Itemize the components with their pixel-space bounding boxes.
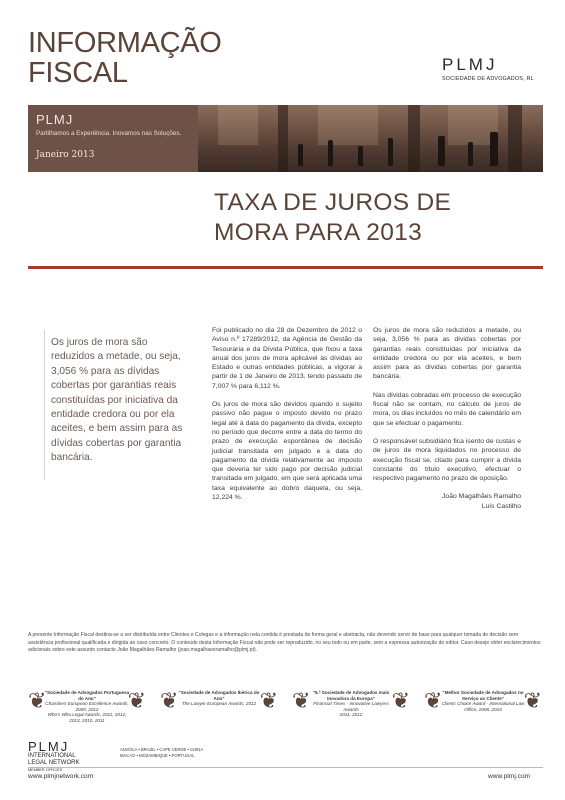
- award-extra: Office, 2008, 2010: [464, 706, 502, 712]
- pull-quote: Os juros de mora são reduzidos a metade, ou seja, 3,056 % para as dívidas cobertas por garantias reais constituídas por iniciativa da entidade credora ou por ela aceites, e bem assim para as dívidas cobertas por garantia bancária.: [51, 337, 183, 464]
- band-tagline: Partilhamos a Experiência. Inovamos nas Soluções.: [36, 130, 182, 137]
- office-photo: [198, 105, 543, 172]
- publication-title: [28, 28, 222, 88]
- laurel-right-icon: ❦: [127, 689, 146, 714]
- network-members: MEMBER OFFICES: [28, 768, 63, 772]
- laurel-left-icon: ❦: [424, 689, 443, 714]
- paragraph: Nas dívidas cobradas em processo de execução fiscal não se contam, no cálculo de juros de mora, os dias incluídos no mês de calendário em que se efectuar o pagamento.: [373, 391, 521, 427]
- logo-subtitle: SOCIEDADE DE ADVOGADOS, RL: [442, 76, 534, 82]
- laurel-right-icon: ❦: [391, 689, 410, 714]
- award-source: Clients Choice Award - International Law: [441, 701, 525, 707]
- network-website-link[interactable]: www.plmjnetwork.com: [28, 773, 94, 780]
- award-badge: [424, 686, 542, 726]
- laurel-right-icon: ❦: [259, 689, 278, 714]
- publication-title-line2: FISCAL: [28, 57, 128, 89]
- laurel-left-icon: ❦: [28, 689, 47, 714]
- award-title: "6.ª Sociedade de Advogados mais Inovadora da Europa": [312, 690, 390, 701]
- band-brand: PLMJ: [36, 112, 74, 127]
- award-extra: Who's Who Legal Awards, 2011, 2012, 2013, 2010, 2011: [47, 712, 127, 723]
- paragraph: Os juros de mora são reduzidos a metade, ou seja, 3,056 % para as dívidas cobertas por garantias reais constituídas por iniciativa da entidade credora ou por ela aceites, e bem assim para as dívidas cobertas por garantia bancária.: [373, 327, 521, 381]
- issue-date: Janeiro 2013: [36, 150, 95, 160]
- award-extra: 2011, 2012: [339, 712, 363, 718]
- network-name: PLMJ: [28, 739, 70, 754]
- network-countries: [120, 747, 250, 759]
- laurel-left-icon: ❦: [160, 689, 179, 714]
- article-title-line2: MORA PARA 2013: [214, 219, 423, 246]
- awards-row: [28, 686, 543, 732]
- award-title: "Sociedade de Advogados Ibérica do Ano": [178, 690, 260, 701]
- laurel-right-icon: ❦: [523, 689, 542, 714]
- paragraph: Os juros de mora são devidos quando o sujeito passivo não pague o imposto devido no prazo legal até à data do pagamento da dívida, excepto no período que decorre entre a data do termo do prazo de execução espontânea de decisão judicial transitada em julgado e a data do pagamento da dívida relativamente ao imposto que deveria ter sido pago por decisão judicial transitada em julgado, em que será aplicada uma taxa equivalente ao dobro daquela, ou seja, 12,224 %.: [212, 401, 362, 502]
- award-source: Chambers European Excellence Awards, 2009, 2012: [45, 701, 129, 712]
- award-badge: [28, 686, 146, 726]
- article-title: [214, 188, 451, 248]
- title-rule: [28, 266, 543, 269]
- award-title: "Sociedade de Advogados Portuguesa do Ano": [44, 690, 130, 701]
- paragraph: O responsável subsidiário fica isento de custas e de juros de mora liquidados no processo de execução fiscal se, citado para cumprir a dívida constante do título executivo, efectuar o respectivo pagamento no prazo de oposição.: [373, 437, 521, 483]
- pull-quote-divider: [44, 330, 45, 480]
- laurel-left-icon: ❦: [292, 689, 311, 714]
- countries-line: MACAO • MOZAMBIQUE • PORTUGAL: [120, 753, 195, 758]
- award-title: "Melhor Sociedade de Advogados no Serviço ao Cliente": [442, 690, 524, 701]
- footer-rule: [28, 767, 543, 768]
- signature-block: [373, 492, 521, 511]
- paragraph: Foi publicado no dia 28 de Dezembro de 2012 o Aviso n.º 17289/2012, da Agência de Gestão da Tesouraria e da Dívida Pública, que fixou a taxa anual dos juros de mora aplicável às dívidas ao Estado e outras entidades públicas, a vigorar a partir de 1 de Janeiro de 2013, tendo passado de 7,007 % para 6,112 %.: [212, 327, 362, 390]
- plmj-website-link[interactable]: www.plmj.com: [488, 773, 531, 780]
- body-column-1: [212, 326, 362, 511]
- header-band: [28, 105, 543, 172]
- countries-line: ANGOLA • BRAZIL • CAPE VERDE • CHINA: [120, 747, 204, 752]
- award-badge: [292, 686, 410, 726]
- author-name: João Magalhães Ramalho: [442, 493, 521, 501]
- network-sub1: INTERNATIONAL: [28, 753, 76, 759]
- logo-text: PLMJ: [442, 55, 498, 74]
- author-name: Luís Castilho: [481, 502, 521, 510]
- network-sub2: LEGAL NETWORK: [28, 760, 80, 766]
- award-source: The Lawyer European Awards, 2012: [181, 701, 257, 707]
- body-column-2: [373, 326, 521, 511]
- award-badge: [160, 686, 278, 726]
- disclaimer: A presente Informação Fiscal destina-se a ser distribuída entre Clientes e Colegas e a informação nela contida é prestada de forma geral e abstracta, não devendo servir de base para qualquer tomada de decisão sem assistência profissional qualificada e dirigida ao caso concreto. O conteúdo desta Informação Fiscal não pode ser reproduzido, no seu todo ou em parte, sem a expressa autorização do editor. Caso deseje obter esclarecimentos adicionais sobre este assunto contacte João Magalhães Ramalho (joao.magalhaesramalho@plmj.pt).: [28, 632, 541, 654]
- award-source: Financial Times - Innovative Lawyers Awards: [313, 701, 389, 712]
- publication-title-line1: INFORMAÇÃO: [28, 27, 222, 59]
- plmj-logo: [442, 56, 542, 82]
- article-title-line1: TAXA DE JUROS DE: [214, 189, 452, 216]
